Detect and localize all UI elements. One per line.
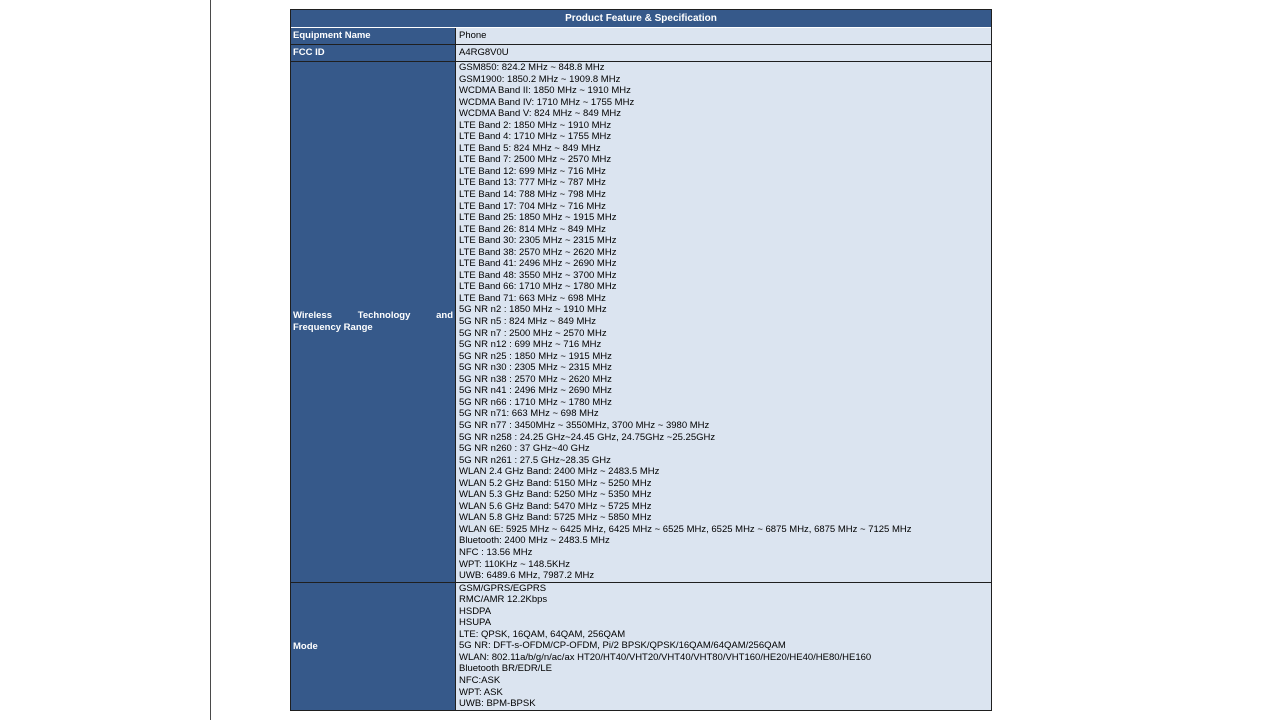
value-line: 5G NR n77 : 3450MHz ~ 3550MHz, 3700 MHz ~ 3980 MHz: [459, 419, 710, 431]
value-line: 5G NR n25 : 1850 MHz ~ 1915 MHz: [459, 350, 612, 362]
value-line: WCDMA Band II: 1850 MHz ~ 1910 MHz: [459, 85, 631, 97]
value-line: GSM/GPRS/EGPRS: [459, 582, 547, 594]
value-line: 5G NR: DFT-s-OFDM/CP-OFDM, Pi/2 BPSK/QPSK/16QAM/64QAM/256QAM: [459, 640, 786, 652]
value-line: GSM1900: 1850.2 MHz ~ 1909.8 MHz: [459, 73, 621, 85]
value-line: Bluetooth: 2400 MHz ~ 2483.5 MHz: [459, 535, 610, 547]
value-line: LTE Band 30: 2305 MHz ~ 2315 MHz: [459, 235, 617, 247]
value-line: NFC : 13.56 MHz: [459, 546, 533, 558]
row-label: Equipment Name: [291, 28, 455, 44]
value-line: LTE Band 13: 777 MHz ~ 787 MHz: [459, 177, 606, 189]
value-line: WLAN 5.3 GHz Band: 5250 MHz ~ 5350 MHz: [459, 489, 652, 501]
value-line: 5G NR n41 : 2496 MHz ~ 2690 MHz: [459, 385, 612, 397]
spec-table: [290, 9, 992, 711]
value-line: GSM850: 824.2 MHz ~ 848.8 MHz: [459, 62, 605, 73]
value-line: 5G NR n66 : 1710 MHz ~ 1780 MHz: [459, 396, 612, 408]
table-title: Product Feature & Specification: [291, 10, 991, 28]
table-row-mode: [291, 582, 991, 710]
value-line: NFC:ASK: [459, 674, 501, 686]
row-label: FCC ID: [291, 45, 455, 61]
value-line: 5G NR n2 : 1850 MHz ~ 1910 MHz: [459, 304, 607, 316]
value-line: LTE Band 71: 663 MHz ~ 698 MHz: [459, 292, 606, 304]
value-line: HSUPA: [459, 617, 492, 629]
value-line: LTE Band 14: 788 MHz ~ 798 MHz: [459, 189, 606, 201]
value-line: WPT: ASK: [459, 686, 503, 698]
table-row-equipment-name: [291, 28, 991, 44]
value-line: LTE Band 41: 2496 MHz ~ 2690 MHz: [459, 258, 617, 270]
page-margin-line: [210, 0, 211, 720]
value-line: WLAN 5.8 GHz Band: 5725 MHz ~ 5850 MHz: [459, 512, 652, 524]
row-label-cell: [291, 62, 455, 582]
value-line: 5G NR n5 : 824 MHz ~ 849 MHz: [459, 316, 597, 328]
value-line: WCDMA Band V: 824 MHz ~ 849 MHz: [459, 108, 621, 120]
value-line: LTE Band 48: 3550 MHz ~ 3700 MHz: [459, 269, 617, 281]
value-line: 5G NR n38 : 2570 MHz ~ 2620 MHz: [459, 373, 612, 385]
value-line: 5G NR n260 : 37 GHz~40 GHz: [459, 443, 590, 455]
value-line: 5G NR n30 : 2305 MHz ~ 2315 MHz: [459, 362, 612, 374]
value-line: HSDPA: [459, 605, 492, 617]
value-line: 5G NR n258 : 24.25 GHz~24.45 GHz, 24.75GHz ~25.25GHz: [459, 431, 716, 443]
row-label: Wireless Technology and Frequency Range: [293, 310, 453, 333]
table-row-fcc-id: [291, 44, 991, 61]
value-line: WLAN 6E: 5925 MHz ~ 6425 MHz, 6425 MHz ~ 6525 MHz, 6525 MHz ~ 6875 MHz, 6875 MHz ~ 7125 MHz: [459, 523, 912, 535]
value-line: WPT: 110KHz ~ 148.5KHz: [459, 558, 570, 570]
value-line: LTE Band 17: 704 MHz ~ 716 MHz: [459, 200, 606, 212]
row-value-list: [455, 62, 991, 582]
value-line: UWB: BPM-BPSK: [459, 698, 536, 710]
value-line: LTE Band 38: 2570 MHz ~ 2620 MHz: [459, 246, 617, 258]
row-label: Mode: [291, 583, 455, 710]
value-line: Bluetooth BR/EDR/LE: [459, 663, 552, 675]
value-line: 5G NR n7 : 2500 MHz ~ 2570 MHz: [459, 327, 607, 339]
value-line: 5G NR n12 : 699 MHz ~ 716 MHz: [459, 339, 602, 351]
value-line: 5G NR n261 : 27.5 GHz~28.35 GHz: [459, 454, 611, 466]
value-line: LTE Band 26: 814 MHz ~ 849 MHz: [459, 223, 606, 235]
value-line: WLAN 5.2 GHz Band: 5150 MHz ~ 5250 MHz: [459, 477, 652, 489]
value-line: LTE: QPSK, 16QAM, 64QAM, 256QAM: [459, 628, 626, 640]
value-line: LTE Band 66: 1710 MHz ~ 1780 MHz: [459, 281, 617, 293]
value-line: WLAN 5.6 GHz Band: 5470 MHz ~ 5725 MHz: [459, 500, 652, 512]
value-line: UWB: 6489.6 MHz, 7987.2 MHz: [459, 570, 595, 582]
value-line: LTE Band 2: 1850 MHz ~ 1910 MHz: [459, 119, 612, 131]
value-line: RMC/AMR 12.2Kbps: [459, 594, 548, 606]
value-line: WLAN 2.4 GHz Band: 2400 MHz ~ 2483.5 MHz: [459, 466, 660, 478]
table-row-wireless: [291, 61, 991, 582]
value-line: LTE Band 4: 1710 MHz ~ 1755 MHz: [459, 131, 612, 143]
value-line: 5G NR n71: 663 MHz ~ 698 MHz: [459, 408, 599, 420]
value-line: WLAN: 802.11a/b/g/n/ac/ax HT20/HT40/VHT20/VHT40/VHT80/VHT160/HE20/HE40/HE80/HE160: [459, 651, 872, 663]
row-value: Phone: [455, 28, 991, 44]
row-value: A4RG8V0U: [455, 45, 991, 61]
value-line: LTE Band 7: 2500 MHz ~ 2570 MHz: [459, 154, 612, 166]
value-line: WCDMA Band IV: 1710 MHz ~ 1755 MHz: [459, 96, 635, 108]
row-value-list: [455, 583, 991, 710]
value-line: LTE Band 25: 1850 MHz ~ 1915 MHz: [459, 212, 617, 224]
value-line: LTE Band 5: 824 MHz ~ 849 MHz: [459, 142, 601, 154]
value-line: LTE Band 12: 699 MHz ~ 716 MHz: [459, 165, 606, 177]
